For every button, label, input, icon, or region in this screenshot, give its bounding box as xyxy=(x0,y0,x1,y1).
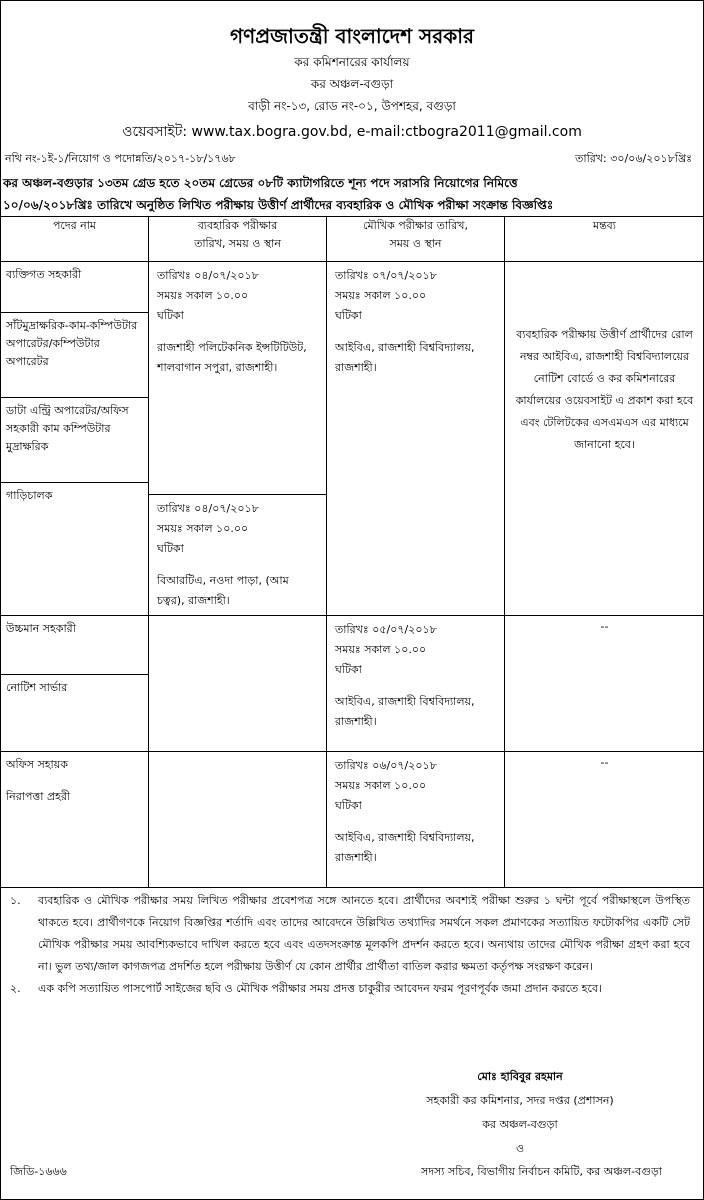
practical-cell xyxy=(149,262,327,616)
viva-cell xyxy=(327,262,505,616)
remarks-cell xyxy=(505,262,704,616)
table-header-row xyxy=(1,217,704,262)
header-remarks: মন্তব্য xyxy=(505,217,704,262)
table-row xyxy=(1,616,704,752)
gd-number: জিডি-১৬৬৬ xyxy=(10,1165,67,1178)
header-viva: মৌখিক পরীক্ষার তারিখ, সময় ও স্থান xyxy=(327,217,505,262)
header-post: পদের নাম xyxy=(1,217,149,262)
note-text: ব্যবহারিক ও মৌখিক পরীক্ষার সময় লিখিত পরীক্ষার প্রবেশপত্র সঙ্গে আনতে হবে। প্রার্থীদের অবশ্যই পরীক্ষা শুরুর ১ ঘন্টা পূর্বে পরীক্ষাস্থলে উপস্থিত থাকতে হবে। প্রার্থীগণকে নিয়োগ বিজ্ঞপ্তির শর্তাদি এবং তাদের আবেদনে উল্লিখিত তথ্যাদির সমর্থনে সকল প্রমাণকের সত্যায়িত ফটোকপির একটি সেট মৌখিক পরীক্ষার সময় আবশ্যিকভাবে দাখিল করতে হবে এবং এতদসংক্রান্ত মূলকপি প্রদর্শন করতে হবে। অন্যথায় তাদের মৌখিক পরীক্ষা গ্রহণ করা হবে না। ভুল তথ্য/জাল কাগজপত্র প্রদর্শিত হলে পরীক্ষায় উত্তীর্ণ যে কোন প্রার্থীর প্রার্থীতা বাতিল করার ক্ষমতা কর্তৃপক্ষ সংরক্ষণ করেন। xyxy=(38,894,690,973)
remarks-dash: -- xyxy=(600,756,609,769)
signatory-and: ও xyxy=(515,1142,525,1155)
post-name: সাঁটমুদ্রাক্ষরিক-কাম-কম্পিউটার অপারেটর/কম্পিউটার অপারেটর xyxy=(1,313,148,398)
practical-cell xyxy=(149,752,327,888)
remarks-cell xyxy=(505,752,704,888)
post-name: অফিস সহায়ক xyxy=(6,758,68,771)
address-line: বাড়ী নং-১৩, রোড নং-০১, উপশহর, বগুড়া xyxy=(248,99,456,113)
title-line-2: ১০/০৬/২০১৮খ্রিঃ তারিখে অনুষ্ঠিত লিখিত পরীক্ষায় উত্তীর্ণ প্রার্থীদের ব্যবহারিক ও মৌখিক পরীক্ষা সংক্রান্ত বিজ্ঞপ্তিঃ xyxy=(3,198,554,212)
contact-line: ওয়েবসাইট: www.tax.bogra.gov.bd, e-mail:ctbogra2011@gmail.com xyxy=(122,124,582,140)
viva-cell xyxy=(327,752,505,888)
remarks-text: ব্যবহারিক পরীক্ষায় উত্তীর্ণ প্রার্থীদের রোল নম্বর আইবিএ, রাজশাহী বিশ্ববিদ্যালয়ের নোটিশ বোর্ডে ও কর কমিশনারের কার্যালয়ের ওয়েবসাইট এ প্রকাশ করা হবে এবং টেলিটকের এসএমএস এর মাধ্যমে জানানো হবে। xyxy=(515,328,694,451)
notice-title xyxy=(3,172,703,216)
practical-schedule: তারিখঃ ০৪/০৭/২০১৮ সময়ঃ সকাল ১০.০০ ঘটিকা বিআরটিএ, নওদা পাড়া, (আম চত্বর), রাজশাহী। xyxy=(149,494,326,615)
remarks-cell xyxy=(505,616,704,752)
viva-cell xyxy=(327,616,505,752)
office-line: কর কমিশনারের কার্যালয় xyxy=(294,55,410,69)
practical-schedule: তারিখঃ ০৪/০৭/২০১৮ সময়ঃ সকাল ১০.০০ ঘটিকা রাজশাহী পলিটেকনিক ইন্সটিটিউট, শালবাগান সপুরা, রাজশাহী। xyxy=(157,269,307,374)
header-practical: ব্যবহারিক পরীক্ষার তারিখ, সময় ও স্থান xyxy=(149,217,327,262)
post-name: গাড়িচালক xyxy=(6,489,53,502)
notice-date: তারিখ: ৩০/০৬/২০১৮খ্রিঃ xyxy=(575,152,692,165)
signatory-committee: সদস্য সচিব, বিভাগীয় নির্বাচন কমিটি, কর অঞ্চল-বগুড়া xyxy=(420,1165,662,1178)
post-name: ডাটা এন্ট্রি অপারেটর/অফিস সহকারী কাম কম্পিউটার মুদ্রাক্ষরিক xyxy=(1,398,148,483)
viva-schedule: তারিখঃ ০৬/০৭/২০১৮ সময়ঃ সকাল ১০.০০ ঘটিকা আইবিএ, রাজশাহী বিশ্ববিদ্যালয়, রাজশাহী। xyxy=(335,759,475,864)
viva-schedule: তারিখঃ ০৭/০৭/২০১৮ সময়ঃ সকাল ১০.০০ ঘটিকা আইবিএ, রাজশাহী বিশ্ববিদ্যালয়, রাজশাহী। xyxy=(335,269,475,374)
viva-schedule: তারিখঃ ০৫/০৭/২০১৮ সময়ঃ সকাল ১০.০০ ঘটিকা আইবিএ, রাজশাহী বিশ্ববিদ্যালয়, রাজশাহী। xyxy=(335,623,475,728)
post-cell xyxy=(1,752,149,888)
government-heading: গণপ্রজাতন্ত্রী বাংলাদেশ সরকার xyxy=(230,24,474,48)
signatory-office: কর অঞ্চল-বগুড়া xyxy=(482,1118,558,1131)
practical-cell xyxy=(149,616,327,752)
notes-section xyxy=(0,890,704,1000)
table-row xyxy=(1,262,704,616)
reference-number: নথি নং-১ই-১/নিয়োগ ও পদোন্নতি/২০১৭-১৮/১৭৬৮ xyxy=(5,152,236,165)
note-number: ১. xyxy=(10,894,21,907)
note-item xyxy=(0,978,704,1000)
post-name: উচ্চমান সহকারী xyxy=(1,616,148,675)
note-text: এক কপি সত্যায়িত পাসপোর্ট সাইজের ছবি ও মৌখিক পরীক্ষার সময় প্রদত্ত চাকুরীর আবেদন ফরম পূরণপূর্বক জমা প্রদান করতে হবে। xyxy=(38,982,602,995)
post-cell xyxy=(1,262,149,616)
post-name: নোটিশ সার্ভার xyxy=(6,681,68,694)
remarks-dash: -- xyxy=(600,620,609,633)
note-number: ২. xyxy=(10,982,21,995)
title-line-1: কর অঞ্চল-বগুড়ার ১৩তম গ্রেড হতে ২০তম গ্রেডের ০৮টি ক্যাটাগরিতে শূন্য পদে সরাসরি নিয়োগের নিমিত্তে xyxy=(3,176,518,190)
post-name: ব্যক্তিগত সহকারী xyxy=(1,262,148,313)
exam-schedule-table xyxy=(0,216,704,888)
post-name: নিরাপত্তা প্রহরী xyxy=(6,790,71,803)
zone-line: কর অঞ্চল-বগুড়া xyxy=(310,77,394,91)
signatory-designation: সহকারী কর কমিশনার, সদর দপ্তর (প্রশাসন) xyxy=(426,1094,614,1107)
signatory-name: মোঃ হাবিবুর রহমান xyxy=(477,1070,563,1083)
table-row xyxy=(1,752,704,888)
post-cell xyxy=(1,616,149,752)
note-item xyxy=(0,890,704,978)
